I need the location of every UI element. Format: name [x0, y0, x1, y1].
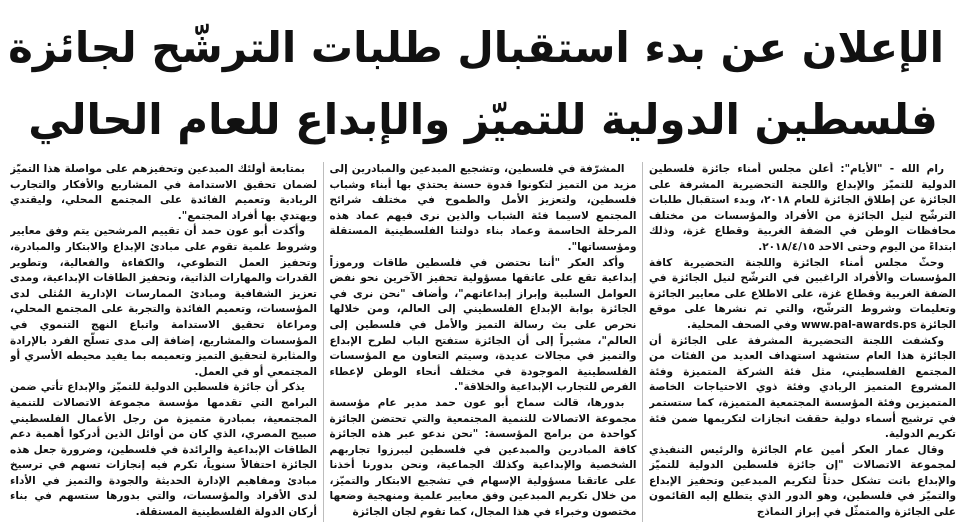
paragraph: المشرّفة في فلسطين، وتشجيع المبدعين والمبادرين إلى مزيد من التميز لتكونوا قدوة حسنة يحتذي بها أبناء وشباب فلسطين، ولتعزيز الأمل والطموح في مختلف شرائح المجتمع لاسيما فئة الشباب والذين نرى فيهم عماد هذه المرحلة الحاسمة وعماد بناء دولتنا الفلسطينية المستقلة ومؤسساتها".	[329, 163, 637, 253]
paragraph: وأكد العكر "أننا نحتضن في فلسطين طاقات ورموزاً إبداعية تقع على عاتقها مسؤولية تحفيز الآخرين نحو نفض العوامل السلبية وإبراز إبداعاتهم"، وأضاف "نحن نرى في الجائزة بوابة الإبداع الفلسطيني إلى العالم، ومن خلالها نحرص على بث رسالة التميز والأمل في فلسطين إلى العالم"، مشيراً إلى أن الجائزة ستفتح الباب لطرح الإبداع والتميز في مجالات عديدة، وسيتم التعاون مع المؤسسات الفلسطينية الموجودة في مختلف أنحاء الوطن لإعطاء الفرص للتجارب الإبداعية والخلاقة".	[329, 256, 637, 394]
paragraph: وأكدت أبو عون حمد أن تقييم المرشحين يتم وفق معايير وشروط علمية تقوم على مبادئ الإبداع والابتكار والمبادرة، وتحفيز العمل التطوعي، والكفاءة والفعالية، وتطوير القدرات والمهارات الذاتية، وتحفيز الطاقات الإبداعية، ومدى تعزيز الشفافية ومبادئ الممارسات الإدارية المُثلى لدى المؤسسات، وتعميم الفائدة والتجربة على المجتمع المحلي، ومراعاة تحقيق الاستدامة واتباع النهج التنموي في المؤسسات والمشاريع، إضافة إلى مدى تسلّح الفرد بالإرادة والمثابرة لتحقيق التميز وتعميمه بما يفيد محيطه الأسري أو المجتمعي أو في العمل.	[10, 225, 317, 378]
article-body	[10, 162, 956, 522]
article-column-2	[330, 162, 637, 522]
article-column-1	[649, 162, 956, 522]
paragraph: رام الله - "الأيام": أعلن مجلس أمناء جائزة فلسطين الدولية للتميّز والإبداع واللجنة التحضيرية المشرفة على الجائزة عن إطلاق الجائزة للعام ٢٠١٨، وبدء استقبال طلبات الترشّح لنيل الجائزة من الأفراد والمؤسسات من مختلف محافظات الوطن في الضفة الغربية وقطاع غزة، وذلك ابتداءً من اليوم وحتى الاحد ٢٠١٨/٤/١٥.	[649, 163, 956, 253]
article-headline	[8, 8, 944, 160]
article-column-3	[10, 162, 317, 522]
paragraph: وحثّ مجلس أمناء الجائزة واللجنة التحضيرية كافة المؤسسات والأفراد الراغبين في الترشّح لنيل الجائزة في الضفة الغربية وقطاع غزة، على الاطلاع على معايير الجائزة وتعليمات وشروط الترشّح، والتي تم نشرها على موقع الجائزة www.pal-awards.ps وفي الصحف المحلية.	[649, 256, 956, 331]
headline-line-2: فلسطين الدولية للتميّز والإبداع للعام الحالي	[28, 95, 938, 144]
paragraph: يذكر أن جائزة فلسطين الدولية للتميّز والإبداع تأتي ضمن البرامج التي تقدمها مؤسسة مجموعة الاتصالات للتنمية المجتمعية، بمبادرة متميزة من رجل الأعمال الفلسطيني صبيح المصري، الذي كان من أوائل الذين أدركوا أهمية دعم الطاقات الإبداعية والرائدة في فلسطين، وضرورة جعل هذه الجائزة احتفالاً سنوياً، تكرم فيه إنجازات تسهم في ترسيخ مبادئ ومفاهيم الإدارة الحديثة والجودة والتميز في الأداء لدى الأفراد والمؤسسات، والتي بدورها ستسهم في بناء أركان الدولة الفلسطينية المستقلة.	[10, 381, 317, 519]
paragraph: بمتابعة أولئك المبدعين وتحفيزهم على مواصلة هذا التميّز لضمان تحقيق الاستدامة في المشاريع والأفكار والتجارب الريادية وتعميم الفائدة على المجتمع المحلي، وليقتدي ويهتدي بها أفراد المجتمع".	[10, 163, 317, 222]
paragraph: بدورها، قالت سماح أبو عون حمد مدير عام مؤسسة مجموعة الاتصالات للتنمية المجتمعية والتي تحتضن الجائزة كواحدة من برامج المؤسسة: "نحن ندعو عبر هذه الجائزة كافة المبادرين والمبدعين في فلسطين ليبرزوا تجاربهم الشخصية والإبداعية وكذلك الجماعية، ونحن بدورنا أخذنا على عاتقنا مسؤولية الإسهام في تشجيع الابتكار والتميّز، من خلال تكريم المبدعين وفق معايير علمية ومنهجية وضعها مختصون وخبراء في هذا المجال، كما تقوم لجان الجائزة	[329, 396, 637, 519]
column-divider	[323, 162, 324, 522]
paragraph: وكشفت اللجنة التحضيرية المشرفة على الجائزة أن الجائزة هذا العام ستشهد استهداف العديد من الفئات من المجتمع الفلسطيني، مثل فئة الشركة المتميزة وفئة المشروع المتميز الريادي وفئة ذوي الاحتياجات الخاصة المتميزين وفئة المؤسسة المجتمعية المتميزة، كما ستستمر في ترشيح أسماء دولية حققت انجازات لتكريمها ضمن فئة تكريم الدولية.	[649, 334, 956, 441]
column-divider	[642, 162, 643, 522]
paragraph: وقال عمار العكر أمين عام الجائزة والرئيس التنفيذي لمجموعة الاتصالات "إن جائزة فلسطين الدولية للتميّز والإبداع باتت تشكل حدثاً لتكريم المبدعين وتحفيز الإبداع والتميّز في فلسطين، وهو الدور الذي يتطلع إليه القائمون على الجائزة والمتمثّل في إبراز النماذج	[649, 443, 956, 519]
headline-line-1: الإعلان عن بدء استقبال طلبات الترشّح لجائزة	[8, 23, 944, 72]
